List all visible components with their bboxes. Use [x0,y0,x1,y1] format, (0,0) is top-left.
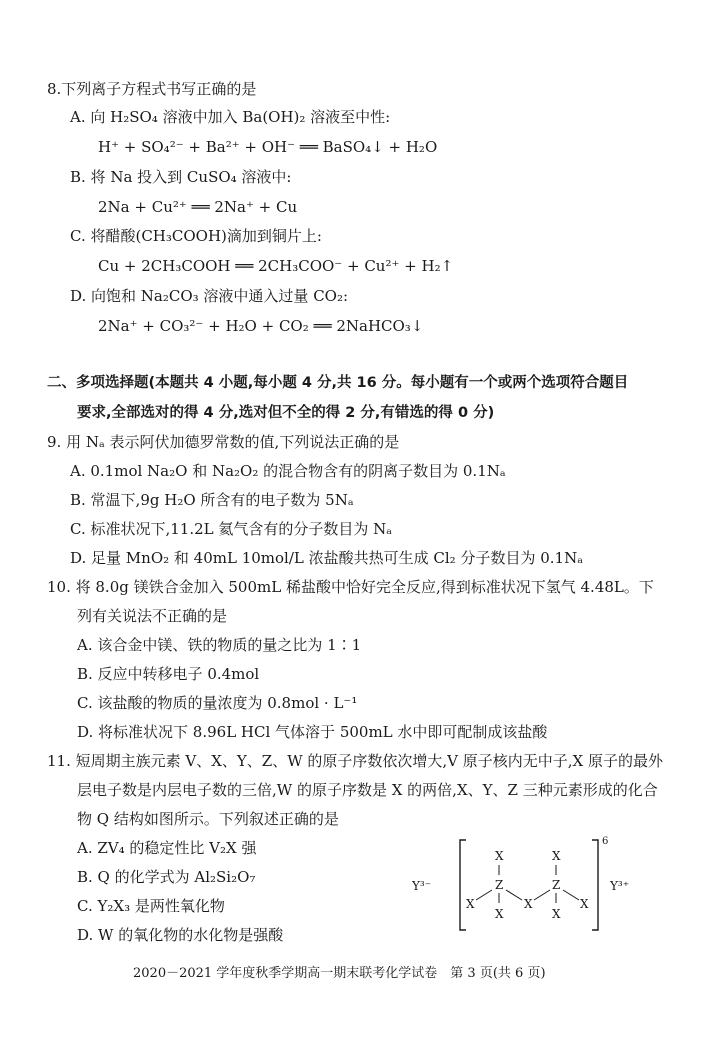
q9-option-a: A. 0.1mol Na₂O 和 Na₂O₂ 的混合物含有的阴离子数目为 0.1Nₐ [70,462,506,480]
q11-option-a: A. ZV₄ 的稳定性比 V₂X 强 [77,839,257,857]
q11-option-d: D. W 的氧化物的水化物是强酸 [77,926,284,944]
center-z-left: Z [495,878,504,892]
ligand-x-top-left: X [495,849,504,863]
q8-option-a-equation: H⁺ + SO₄²⁻ + Ba²⁺ + OH⁻ ══ BaSO₄↓ + H₂O [98,138,438,156]
left-ion-label: Y³⁻ [412,879,432,893]
left-bracket [460,840,466,930]
q8-option-d: D. 向饱和 Na₂CO₃ 溶液中通入过量 CO₂: [70,287,349,305]
q11-stem: 11. 短周期主族元素 V、X、Y、Z、W 的原子序数依次增大,V 原子核内无中子,X 原子的最外 [47,752,663,770]
q9-stem: 9. 用 Nₐ 表示阿伏加德罗常数的值,下列说法正确的是 [47,433,400,451]
q8-stem: 8.下列离子方程式书写正确的是 [47,80,257,98]
q10-option-d: D. 将标准状况下 8.96L HCl 气体溶于 500mL 水中即可配制成该盐酸 [77,723,548,741]
q-structure-diagram [410,830,680,940]
q8-option-d-equation: 2Na⁺ + CO₃²⁻ + H₂O + CO₂ ══ 2NaHCO₃↓ [98,317,424,335]
q10-option-a: A. 该合金中镁、铁的物质的量之比为 1∶1 [77,636,362,654]
q8-option-a: A. 向 H₂SO₄ 溶液中加入 Ba(OH)₂ 溶液至中性: [70,108,391,126]
right-bracket [592,840,598,930]
bond [563,890,579,900]
ligand-x-bottom-left: X [495,907,504,921]
center-z-right: Z [552,878,561,892]
q8-option-b: B. 将 Na 投入到 CuSO₄ 溶液中: [70,168,292,186]
q10-stem-cont: 列有关说法不正确的是 [77,607,228,625]
q8-option-b-equation: 2Na + Cu²⁺ ══ 2Na⁺ + Cu [98,198,298,216]
bond [476,890,492,900]
ligand-x-top-right: X [552,849,561,863]
ligand-x-outer-left: X [466,897,475,911]
page-footer: 2020－2021 学年度秋季学期高一期末联考化学试卷 第 3 页(共 6 页) [133,966,546,981]
q9-option-b: B. 常温下,9g H₂O 所含有的电子数为 5Nₐ [70,491,354,509]
q11-stem-cont1: 层电子数是内层电子数的三倍,W 的原子序数是 X 的两倍,X、Y、Z 三种元素形成的化合 [77,781,658,799]
q9-option-d: D. 足量 MnO₂ 和 40mL 10mol/L 浓盐酸共热可生成 Cl₂ 分子数目为 0.1Nₐ [70,549,583,567]
ligand-x-bottom-right: X [552,907,561,921]
q11-option-c: C. Y₂X₃ 是两性氧化物 [77,897,225,915]
bond [534,890,550,900]
q8-option-c: C. 将醋酸(CH₃COOH)滴加到铜片上: [70,227,322,245]
q9-option-c: C. 标准状况下,11.2L 氦气含有的分子数目为 Nₐ [70,520,393,538]
q10-option-b: B. 反应中转移电子 0.4mol [77,665,260,683]
ligand-x-bridge: X [524,897,533,911]
q11-option-b: B. Q 的化学式为 Al₂Si₂O₇ [77,868,256,886]
right-ion-label: Y³⁺ [610,879,630,893]
bond [506,890,522,900]
q8-option-c-equation: Cu + 2CH₃COOH ══ 2CH₃COO⁻ + Cu²⁺ + H₂↑ [98,257,454,275]
q10-stem: 10. 将 8.0g 镁铁合金加入 500mL 稀盐酸中恰好完全反应,得到标准状况下氢气 4.48L。下 [47,578,654,596]
section2-heading-cont: 要求,全部选对的得 4 分,选对但不全的得 2 分,有错选的得 0 分) [77,405,495,421]
q11-stem-cont2: 物 Q 结构如图所示。下列叙述正确的是 [77,810,339,828]
q10-option-c: C. 该盐酸的物质的量浓度为 0.8mol · L⁻¹ [77,694,358,712]
section2-heading: 二、多项选择题(本题共 4 小题,每小题 4 分,共 16 分。每小题有一个或两个选项符合题目 [47,375,629,391]
ligand-x-outer-right: X [580,897,589,911]
complex-charge: 6 [602,836,609,847]
